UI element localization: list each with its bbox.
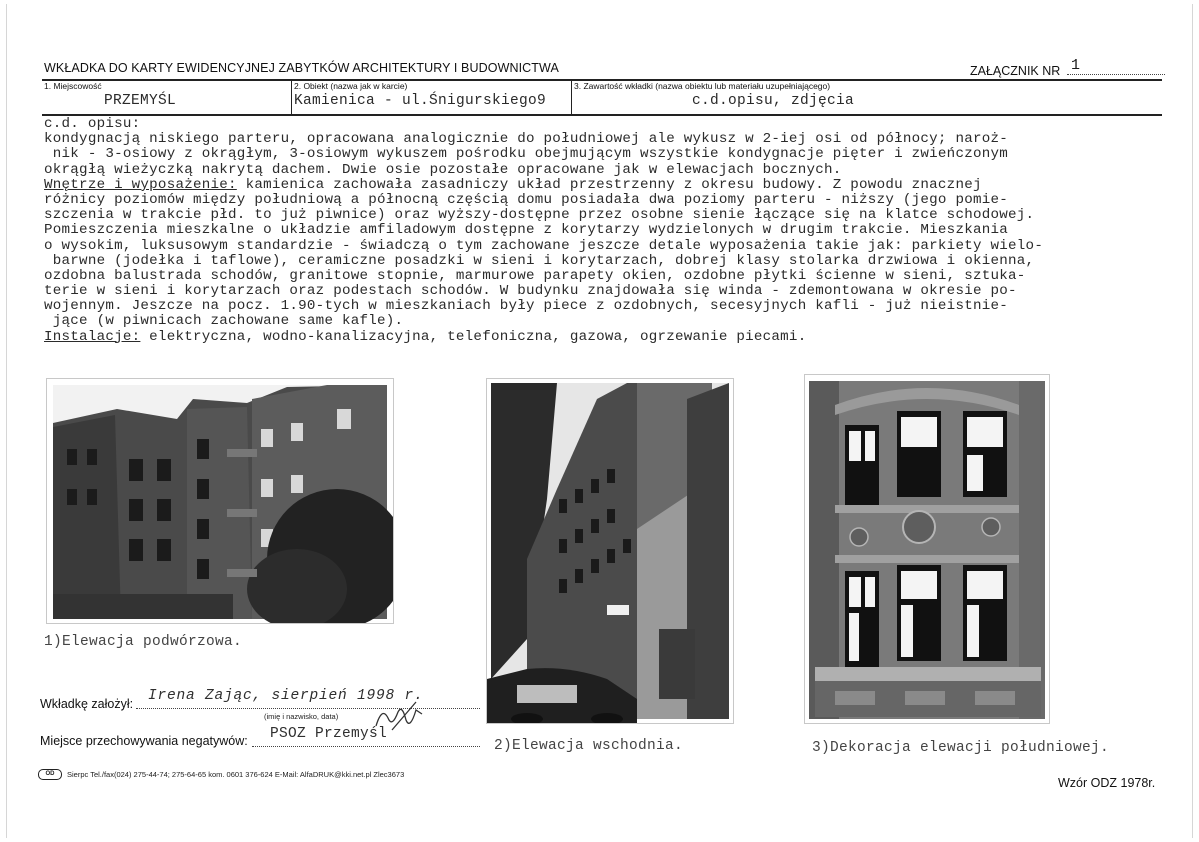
photo-south-decoration (804, 374, 1050, 724)
description-fragment: elektryczna, wodno-kanalizacyjna, telefoniczna, gazowa, ogrzewanie piecami. (140, 328, 807, 345)
content-label: 3. Zawartość wkładki (nazwa obiektu lub materiału uzupełniającego) (574, 81, 831, 91)
description-line (44, 330, 1194, 345)
printer-info-line (38, 769, 404, 780)
negatives-label: Miejsce przechowywania negatywów: (40, 734, 248, 748)
field-divider-1 (291, 80, 292, 114)
description-fragment: jące (w piwnicach zachowane same kafle). (44, 313, 404, 330)
form-title: WKŁADKA DO KARTY EWIDENCYJNEJ ZABYTKÓW ARCHITEKTURY I BUDOWNICTWA (44, 61, 559, 75)
author-label: Wkładkę założył: (40, 697, 134, 711)
object-value: Kamienica - ul.Śnigurskiego9 (294, 93, 547, 109)
negatives-value: PSOZ Przemyśl (270, 726, 388, 742)
annex-label: ZAŁĄCZNIK NR (970, 64, 1061, 78)
description-fragment: szczenia w trakcie płd. to już piwnice) oraz wyższy-dostępne przez osobne sienie łączące się na klatce schodowej. (44, 207, 1035, 224)
locality-value: PRZEMYŚL (104, 93, 177, 109)
description-fragment: różnicy poziomów między południową a północną częścią domu posiadała dwa poziomy parteru - niższy (jego pomie- (44, 191, 1009, 208)
description-line (44, 193, 1194, 208)
east-photo-image (487, 379, 733, 723)
description-line (44, 178, 1194, 193)
description-fragment: c.d. opisu: (44, 116, 141, 132)
photo3-caption: 3)Dekoracja elewacji południowej. (812, 740, 1110, 756)
section-heading: Instalacje: (44, 328, 141, 345)
printer-info: Sierpc Tel./fax(024) 275-44-74; 275-64-65 kom. 0601 376-624 E-Mail: AlfaDRUK@kki.net.pl Zlec3673 (67, 770, 405, 779)
form-model: Wzór ODZ 1978r. (1058, 776, 1156, 790)
object-label: 2. Obiekt (nazwa jak w karcie) (294, 81, 408, 91)
description-line (44, 223, 1194, 238)
description-fragment: nik - 3-osiowy z okrągłym, 3-osiowym wykuszem pośrodku obejmującym wszystkie kondygnacje pięter i zwieńczonym (44, 146, 1009, 163)
description-line (44, 284, 1194, 299)
locality-label: 1. Miejscowość (44, 81, 102, 91)
description-line (44, 163, 1194, 178)
description-fragment: okrągłą wieżyczką nakrytą dachem. Dwie osie pozostałe opracowane jak w elewacjach bocznych. (44, 161, 842, 178)
description-fragment: Pomieszczenia mieszkalne o układzie amfiladowym dostępne z korytarzy wydzielonych w drugim trakcie. Mieszkania (44, 222, 1009, 239)
description-fragment: wojennym. Jeszcze na pocz. 1.90-tych w mieszkaniach były piece z ozdobnych, secesyjnych kafli - już nieistnie- (44, 298, 1009, 315)
annex-number: 1 (1067, 57, 1165, 75)
description-fragment: barwne (jodełka i taflowe), ceramiczne posadzki w sieni i korytarzach, dobrej klasy stolarka drzwiowa i okienna, (44, 252, 1035, 269)
description-line (44, 147, 1194, 162)
description-line (44, 132, 1194, 147)
author-value: Irena Zając, sierpień 1998 r. (148, 688, 424, 704)
description-line (44, 208, 1194, 223)
printer-logo: OD (38, 769, 62, 780)
description-fragment: ozdobna balustrada schodów, granitowe stopnie, marmurowe parapety okien, ozdobne płytki ścienne w sieni, sztuka- (44, 267, 1026, 284)
description-line (44, 299, 1194, 314)
courtyard-photo-image (47, 379, 393, 623)
description-line (44, 269, 1194, 284)
description-line (44, 117, 1194, 132)
section-heading: Wnętrze i wyposażenie: (44, 176, 237, 193)
south-photo-image (805, 375, 1049, 723)
description-text (44, 117, 1194, 345)
content-value: c.d.opisu, zdjęcia (692, 93, 855, 109)
description-fragment: kondygnacją niskiego parteru, opracowana analogicznie do południowej ale wykusz w 2-iej osi od północy; naroż- (44, 131, 1009, 148)
field-divider-2 (571, 80, 572, 114)
description-line (44, 239, 1194, 254)
photo1-caption: 1)Elewacja podwórzowa. (44, 634, 243, 650)
header-rule-bottom (42, 114, 1162, 116)
description-line (44, 254, 1194, 269)
photo-east-elevation (486, 378, 734, 724)
photo-courtyard-elevation (46, 378, 394, 624)
description-fragment: kamienica zachowała zasadniczy układ przestrzenny z okresu budowy. Z powodu znacznej (236, 176, 982, 193)
photo2-caption: 2)Elewacja wschodnia. (494, 738, 684, 754)
description-line (44, 314, 1194, 329)
author-note: (imię i nazwisko, data) (264, 712, 339, 721)
description-fragment: o wysokim, luksusowym standardzie - świadczą o tym zachowane jeszcze detale wyposażenia takie jak: parkiety wielo- (44, 237, 1044, 254)
description-fragment: terie w sieni i korytarzach oraz podestach schodów. W budynku znajdowała się winda - zdemontowana w okresie po- (44, 283, 1017, 300)
